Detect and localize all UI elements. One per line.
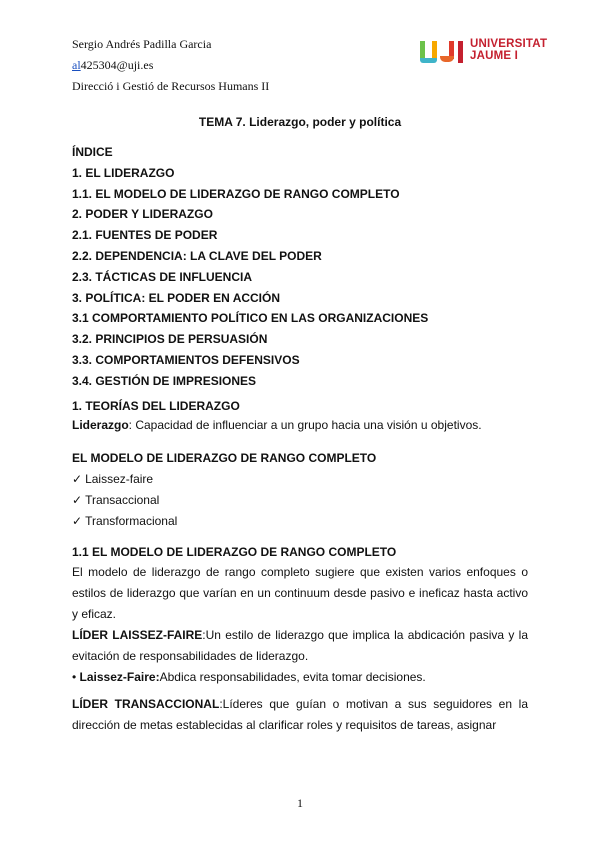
email-rest: 425304@uji.es xyxy=(80,58,154,72)
university-logo xyxy=(420,36,547,64)
transactional-definition: :Líderes que guían o motivan a sus seguidores en la dirección de metas establecidas al clarificar roles y requisitos de tareas, asignar xyxy=(72,697,528,732)
checkmark-icon: ✓ xyxy=(72,514,83,528)
document-title: TEMA 7. Liderazgo, poder y política xyxy=(198,115,402,129)
author-email xyxy=(72,58,153,72)
index-item: 3.3. COMPORTAMIENTOS DEFENSIVOS xyxy=(72,352,300,367)
section-heading: 1. TEORÍAS DEL LIDERAZGO xyxy=(72,399,240,413)
list-item xyxy=(72,490,528,511)
logo-text xyxy=(470,38,547,62)
section-full-range-model xyxy=(72,545,528,736)
index-item: 2. PODER Y LIDERAZGO xyxy=(72,207,213,222)
list-item-label: Transformacional xyxy=(85,514,178,528)
transactional-paragraph xyxy=(72,694,528,736)
transactional-term: LÍDER TRANSACCIONAL xyxy=(72,697,220,711)
course-name: Direcció i Gestió de Recursos Humans II xyxy=(72,79,270,93)
section-theories xyxy=(72,399,528,436)
bullet-term: Laissez-Faire: xyxy=(79,670,160,684)
index-item: 1. EL LIDERAZGO xyxy=(72,165,175,180)
author-name: Sergio Andrés Padilla Garcia xyxy=(72,37,212,51)
definition-text: : Capacidad de influenciar a un grupo hacia una visión u objetivos. xyxy=(128,418,482,432)
bullet-text: Abdica responsabilidades, evita tomar decisiones. xyxy=(159,670,426,684)
index-item: 3. POLÍTICA: EL PODER EN ACCIÓN xyxy=(72,290,281,305)
section-heading: EL MODELO DE LIDERAZGO DE RANGO COMPLETO xyxy=(72,451,377,465)
list-item xyxy=(72,469,528,490)
laissez-faire-term: LÍDER LAISSEZ-FAIRE xyxy=(72,628,203,642)
page-number: 1 xyxy=(297,796,303,810)
email-link[interactable]: al xyxy=(72,58,81,72)
definition-paragraph xyxy=(72,415,528,436)
uji-logo-mark xyxy=(420,37,463,63)
list-item-label: Laissez-faire xyxy=(85,472,154,486)
logo-line-1: UNIVERSITAT xyxy=(470,38,548,50)
logo-line-2: JAUME I xyxy=(470,50,519,62)
list-item xyxy=(72,511,528,532)
table-of-contents xyxy=(72,142,528,392)
index-item: 3.1 COMPORTAMIENTO POLÍTICO EN LAS ORGANIZACIONES xyxy=(72,311,429,326)
laissez-faire-definition: :Un estilo de liderazgo que implica la abdicación pasiva y la evitación de responsabilidades de liderazgo. xyxy=(72,628,528,663)
index-item: 3.4. GESTIÓN DE IMPRESIONES xyxy=(72,373,257,388)
checkmark-icon: ✓ xyxy=(72,472,83,486)
section-heading: 1.1 EL MODELO DE LIDERAZGO DE RANGO COMPLETO xyxy=(72,545,397,559)
body-paragraph: El modelo de liderazgo de rango completo sugiere que existen varios enfoques o estilos de liderazgo que varían en un continuum desde pasivo e ineficaz hasta activo y eficaz. xyxy=(72,565,528,621)
index-item: 2.2. DEPENDENCIA: LA CLAVE DEL PODER xyxy=(72,248,322,263)
definition-term: Liderazgo xyxy=(72,418,129,432)
index-item: 1.1. EL MODELO DE LIDERAZGO DE RANGO COMPLETO xyxy=(72,186,400,201)
list-item-label: Transaccional xyxy=(85,493,160,507)
index-heading: ÍNDICE xyxy=(72,145,113,159)
bullet-icon: • xyxy=(72,670,77,684)
laissez-faire-paragraph xyxy=(72,625,528,667)
index-item: 2.3. TÁCTICAS DE INFLUENCIA xyxy=(72,269,253,284)
checkmark-icon: ✓ xyxy=(72,493,83,507)
index-item: 3.2. PRINCIPIOS DE PERSUASIÓN xyxy=(72,332,268,347)
section-model xyxy=(72,451,528,532)
index-item: 2.1. FUENTES DE PODER xyxy=(72,228,218,243)
bullet-item xyxy=(72,667,528,688)
